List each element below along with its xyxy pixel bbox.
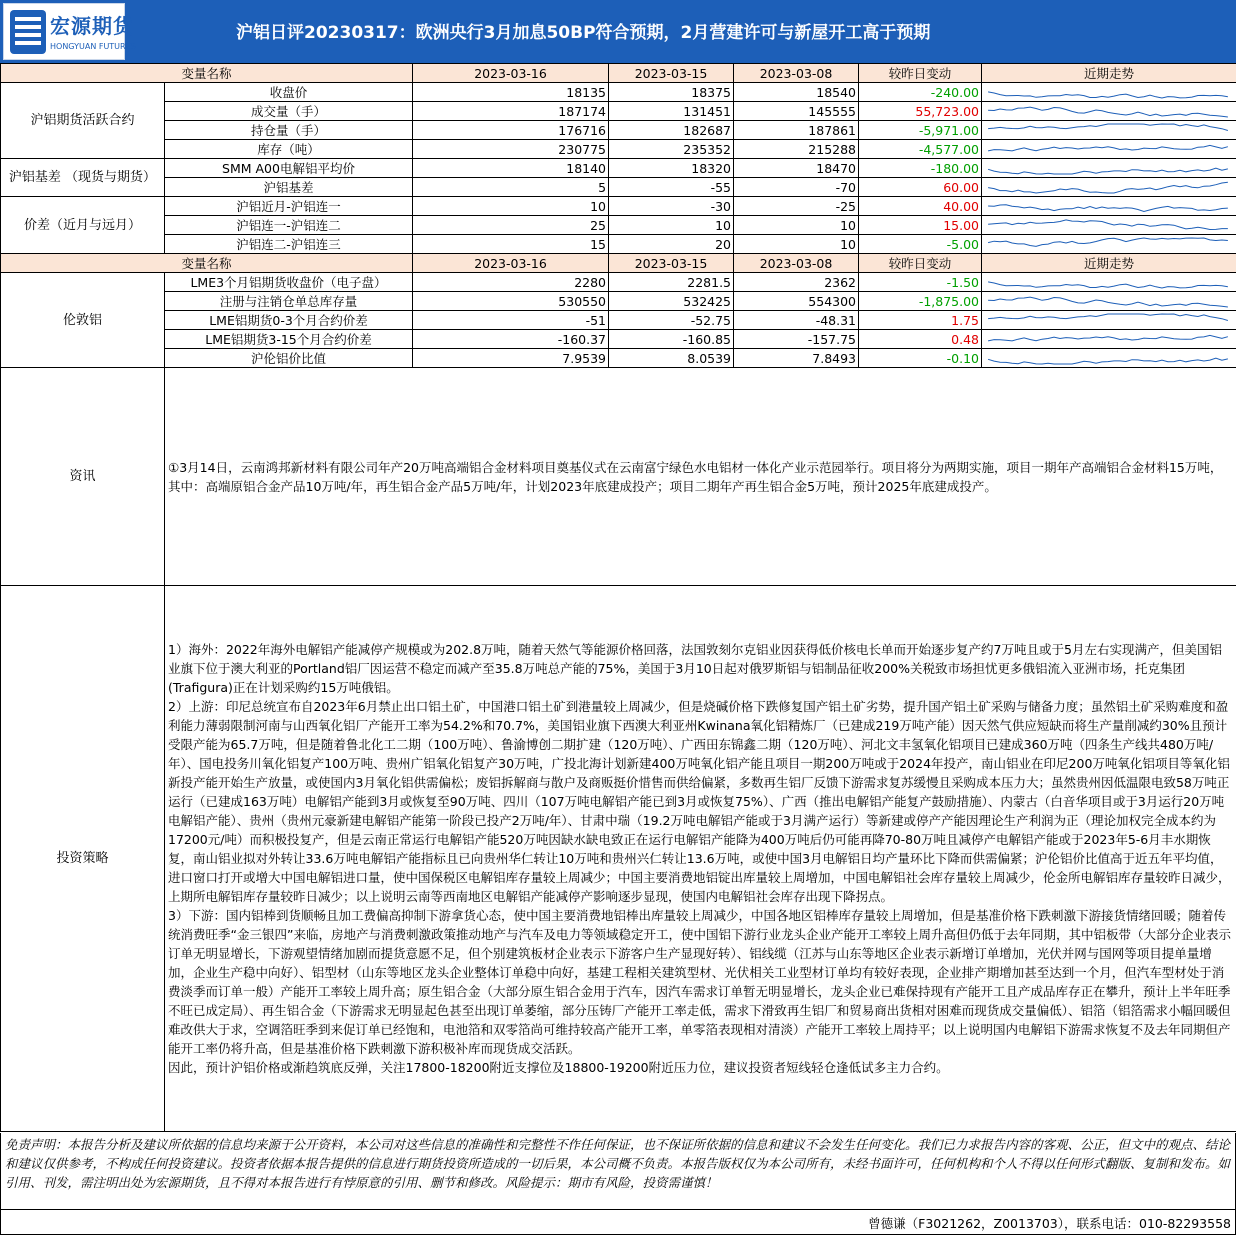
trend-sparkline [982, 140, 1236, 158]
variable-name: 持仓量（手） [165, 121, 413, 140]
header-date-1-2: 2023-03-16 [413, 254, 609, 273]
daily-change: 40.00 [859, 197, 982, 216]
author-contact: 曾德谦（F3021262，Z0013703），联系电话：010-82293558 [0, 1210, 1236, 1235]
daily-change: -4,577.00 [859, 140, 982, 159]
value-date-2: 20 [609, 235, 734, 254]
news-label: 资讯 [1, 368, 165, 586]
value-date-3: 7.8493 [734, 349, 859, 368]
logo-text-en: HONGYUAN FUTURES [50, 42, 136, 51]
table-row [1, 102, 1236, 121]
data-table [0, 63, 1236, 1132]
value-date-1: -160.37 [413, 330, 609, 349]
header-date-2-2: 2023-03-15 [609, 254, 734, 273]
table-row [1, 121, 1236, 140]
group-label-shfe-active: 沪铝期货活跃合约 [1, 83, 165, 159]
report-header [0, 0, 1236, 63]
trend-cell [982, 349, 1236, 368]
trend-cell [982, 197, 1236, 216]
variable-name: 沪铝连二-沪铝连三 [165, 235, 413, 254]
table-row [1, 197, 1236, 216]
trend-sparkline [982, 311, 1236, 329]
header-change-2: 较昨日变动 [859, 254, 982, 273]
daily-change: 60.00 [859, 178, 982, 197]
value-date-3: 10 [734, 235, 859, 254]
header-date-3-2: 2023-03-08 [734, 254, 859, 273]
daily-change: 1.75 [859, 311, 982, 330]
value-date-2: 18375 [609, 83, 734, 102]
variable-name: 沪铝连一-沪铝连二 [165, 216, 413, 235]
value-date-2: 182687 [609, 121, 734, 140]
daily-change: 15.00 [859, 216, 982, 235]
trend-sparkline [982, 330, 1236, 348]
value-date-3: 18470 [734, 159, 859, 178]
strategy-text [165, 586, 1236, 1132]
value-date-1: 176716 [413, 121, 609, 140]
header-date-3: 2023-03-08 [734, 64, 859, 83]
table-row [1, 216, 1236, 235]
value-date-2: 131451 [609, 102, 734, 121]
table-header-row [1, 64, 1236, 83]
news-row [1, 368, 1236, 586]
trend-sparkline [982, 216, 1236, 234]
daily-change: -5,971.00 [859, 121, 982, 140]
table-row [1, 178, 1236, 197]
group-label-spread: 价差（近月与远月） [1, 197, 165, 254]
report-title: 沪铝日评20230317：欧洲央行3月加息50BP符合预期，2月营建许可与新屋开工高于预期 [236, 23, 931, 43]
daily-change: 0.48 [859, 330, 982, 349]
variable-name: 收盘价 [165, 83, 413, 102]
value-date-1: 7.9539 [413, 349, 609, 368]
trend-sparkline [982, 235, 1236, 253]
daily-change: -0.10 [859, 349, 982, 368]
header-trend: 近期走势 [982, 64, 1236, 83]
trend-cell [982, 83, 1236, 102]
value-date-2: 8.0539 [609, 349, 734, 368]
strategy-label: 投资策略 [1, 586, 165, 1132]
value-date-1: 10 [413, 197, 609, 216]
value-date-1: 5 [413, 178, 609, 197]
table-row [1, 159, 1236, 178]
value-date-3: 10 [734, 216, 859, 235]
table-row [1, 292, 1236, 311]
daily-change: 55,723.00 [859, 102, 982, 121]
trend-sparkline [982, 159, 1236, 177]
value-date-2: 235352 [609, 140, 734, 159]
strategy-paragraph-p2: 2）上游：印尼总统宣布自2023年6月禁止出口铝土矿，中国港口铝土矿到港量较上周减少，但是烧碱价格下跌修复国产铝土矿劣势，提升国产铝土矿采购与储备力度；虽然铝土矿采购难度和盈利能力薄弱限制河南与山西氧化铝厂产能开工率为54.2%和70.7%，美国铝业旗下西澳大利亚州Kwinana氧化铝精炼厂（已建成219万吨产能）因天然气供应短缺而将生产量削减约30%且预计受限产能为65.7万吨，但是随着鲁北化工二期（100万吨）、鲁渝博创二期扩建（120万吨）、广西田东锦鑫二期（120万吨）、河北文丰氢氧化铝项目已建成360万吨（四条生产线共480万吨/年）、国电投务川氧化铝复产100万吨、贵州广铝氧化铝复产30万吨，广投北海计划新建400万吨氧化铝产能且项目一期200万吨或于2024年投产，南山铝业在印尼200万吨氧化铝项目等氧化铝新投产能开始生产放量，或使国内3月氧化铝供需偏松；废铝拆解商与散户及商贩挺价惜售而供给偏紧，多数再生铝厂反馈下游需求复苏缓慢且采购成本压力大；虽然贵州因低温限电致58万吨正运行（已建成163万吨）电解铝产能到3月或恢复至90万吨、四川（107万吨电解铝产能已到3月或恢复75%）、广西（推出电解铝产能复产鼓励措施）、内蒙古（白音华项目或于3月运行20万吨电解铝产能）、贵州（贵州元豪新建电解铝产能第一阶段已投产2万吨/年）、甘肃中瑞（19.2万吨电解铝产能或于3月满产运行）等新建或停产产能因理论生产利润为正（理论加权完全成本约为17200元/吨）而积极投复产，但是云南正常运行电解铝产能520万吨因缺水缺电致正在运行电解铝产能降为400万吨后仍可能再降70-80万吨且减停产电解铝产能或于2023年5-6月丰水期恢复，南山铝业拟对外转让33.6万吨电解铝产能指标且已向贵州华仁转让10万吨和贵州兴仁转让13.6万吨，或使中国3月电解铝日均产量环比下降而供需偏紧；沪伦铝价比值高于近五年平均值，进口窗口打开或增大中国电解铝进口量，使中国保税区电解铝库存量较上周减少；中国主要消费地铝锭出库量较上周增加，中国电解铝社会库存量较上周减少，伦金所电解铝库存量较昨日减少，上期所电解铝库存量较昨日减少；以上说明云南等西南地区电解铝产能减停产影响逐步显现，使国内电解铝社会库存出现下降拐点。 [168, 699, 1231, 904]
value-date-1: 2280 [413, 273, 609, 292]
variable-name: 沪伦铝价比值 [165, 349, 413, 368]
daily-change: -1.50 [859, 273, 982, 292]
variable-name: 沪铝基差 [165, 178, 413, 197]
table-header-row-2 [1, 254, 1236, 273]
variable-name: LME3个月铝期货收盘价（电子盘） [165, 273, 413, 292]
strategy-paragraph-p3: 3）下游：国内铝棒到货顺畅且加工费偏高抑制下游拿货心态，使中国主要消费地铝棒出库量较上周减少，中国各地区铝棒库存量较上周增加，但是基准价格下跌刺激下游接货情绪回暖；随着传统消费旺季“金三银四”来临，房地产与消费刺激政策推动地产与汽车及电力等领域稳定开工，使中国铝下游行业龙头企业产能开工率较上周升高但仍低于去年同期，其中铝板带（大部分企业表示订单无明显增长，下游观望情绪加剧而提货意愿不足，但个别建筑板材企业表示下游客户生产显现好转）、铝线缆（江苏与山东等地区企业表示新增订单增加，光伏并网与国网等项目提单量增加，企业生产稳中向好）、铝型材（山东等地区龙头企业整体订单稳中向好，基建工程相关建筑型材、光伏相关工业型材订单均有较好表现，企业排产期增加甚至达到一个月，但汽车型材处于消费淡季而订单一般）产能开工率较上周升高；原生铝合金（大部分原生铝合金用于汽车，因汽车需求订单暂无明显增长，龙头企业已难保持现有产能开工且产成品库存正在攀升，预计上半年旺季不旺已成定局）、再生铝合金（下游需求无明显起色甚至出现订单萎缩，部分压铸厂产能开工率走低，需求下滑致再生铝厂和贸易商出货相对困难而现货成交量偏低）、铝箔（铝箔需求小幅回暖但难改供大于求，空调箔旺季到来促订单已经饱和，电池箔和双零箔尚可维持较高产能开工率，单零箔表现相对清淡）产能开工率较上周持平；以上说明国内电解铝下游需求恢复不及去年同期但产能开工率仍将升高，但是基准价格下跌刺激下游积极补库而现货成交活跃。 [168, 908, 1231, 1056]
header-change: 较昨日变动 [859, 64, 982, 83]
strategy-row [1, 586, 1236, 1132]
value-date-3: 2362 [734, 273, 859, 292]
table-row [1, 140, 1236, 159]
disclaimer: 免责声明：本报告分析及建议所依据的信息均来源于公开资料，本公司对这些信息的准确性和完整性不作任何保证，也不保证所依据的信息和建议不会发生任何变化。我们已力求报告内容的客观、公正，但文中的观点、结论和建议仅供参考，不构成任何投资建议。投资者依据本报告提供的信息进行期货投资所造成的一切后果，本公司概不负责。本报告版权仅为本公司所有，未经书面许可，任何机构和个人不得以任何形式翻版、复制和发布。如引用、刊发，需注明出处为宏源期货，且不得对本报告进行有悖原意的引用、删节和修改。风险提示：期市有风险，投资需谨慎！ [0, 1133, 1236, 1210]
trend-cell [982, 216, 1236, 235]
value-date-3: 18540 [734, 83, 859, 102]
value-date-3: 145555 [734, 102, 859, 121]
value-date-3: 554300 [734, 292, 859, 311]
daily-change: -5.00 [859, 235, 982, 254]
trend-sparkline [982, 197, 1236, 215]
logo-mark-icon [9, 9, 47, 55]
trend-cell [982, 102, 1236, 121]
trend-sparkline [982, 292, 1236, 310]
variable-name: SMM A00电解铝平均价 [165, 159, 413, 178]
trend-cell [982, 330, 1236, 349]
daily-change: -240.00 [859, 83, 982, 102]
table-row [1, 349, 1236, 368]
value-date-1: -51 [413, 311, 609, 330]
trend-sparkline [982, 273, 1236, 291]
value-date-3: -25 [734, 197, 859, 216]
header-trend-2: 近期走势 [982, 254, 1236, 273]
group-label-lme: 伦敦铝 [1, 273, 165, 368]
trend-cell [982, 311, 1236, 330]
table-row [1, 311, 1236, 330]
value-date-3: -70 [734, 178, 859, 197]
value-date-2: -55 [609, 178, 734, 197]
header-date-1: 2023-03-16 [413, 64, 609, 83]
header-date-2: 2023-03-15 [609, 64, 734, 83]
trend-sparkline [982, 121, 1236, 139]
variable-name: 库存（吨） [165, 140, 413, 159]
value-date-2: 532425 [609, 292, 734, 311]
value-date-2: -52.75 [609, 311, 734, 330]
value-date-1: 530550 [413, 292, 609, 311]
value-date-1: 230775 [413, 140, 609, 159]
value-date-2: -160.85 [609, 330, 734, 349]
company-logo [3, 3, 136, 60]
table-row [1, 273, 1236, 292]
value-date-1: 25 [413, 216, 609, 235]
header-var-name-2: 变量名称 [1, 254, 413, 273]
value-date-3: -157.75 [734, 330, 859, 349]
group-label-basis: 沪铝基差 （现货与期货） [1, 159, 165, 197]
value-date-2: 18320 [609, 159, 734, 178]
table-row [1, 83, 1236, 102]
trend-cell [982, 140, 1236, 159]
value-date-2: 10 [609, 216, 734, 235]
variable-name: LME铝期货3-15个月合约价差 [165, 330, 413, 349]
value-date-1: 18140 [413, 159, 609, 178]
logo-text-cn: 宏源期货 [50, 14, 134, 38]
value-date-3: 215288 [734, 140, 859, 159]
variable-name: 成交量（手） [165, 102, 413, 121]
strategy-paragraph-p4: 因此，预计沪铝价格或渐趋筑底反弹，关注17800-18200附近支撑位及18800-19200附近压力位，建议投资者短线轻仓逢低试多主力合约。 [168, 1060, 949, 1075]
trend-cell [982, 235, 1236, 254]
value-date-1: 18135 [413, 83, 609, 102]
value-date-1: 15 [413, 235, 609, 254]
trend-sparkline [982, 178, 1236, 196]
value-date-2: -30 [609, 197, 734, 216]
daily-change: -180.00 [859, 159, 982, 178]
trend-cell [982, 121, 1236, 140]
trend-sparkline [982, 83, 1236, 101]
value-date-3: -48.31 [734, 311, 859, 330]
trend-sparkline [982, 349, 1236, 367]
news-text: ①3月14日，云南鸿邦新材料有限公司年产20万吨高端铝合金材料项目奠基仪式在云南富宁绿色水电铝材一体化产业示范园举行。项目将分为两期实施，项目一期年产高端铝合金材料15万吨，其中：高端原铝合金产品10万吨/年，再生铝合金产品5万吨/年，计划2023年底建成投产；项目二期年产再生铝合金5万吨，预计2025年底建成投产。 [165, 368, 1236, 586]
trend-cell [982, 178, 1236, 197]
trend-cell [982, 159, 1236, 178]
variable-name: 注册与注销仓单总库存量 [165, 292, 413, 311]
value-date-3: 187861 [734, 121, 859, 140]
table-row [1, 235, 1236, 254]
value-date-1: 187174 [413, 102, 609, 121]
strategy-paragraph-p1: 1）海外：2022年海外电解铝产能减停产规模或为202.8万吨，随着天然气等能源价格回落，法国敦刻尔克铝业因获得低价核电长单而开始逐步复产约7万吨且或于5月左右实现满产，但美国铝业旗下位于澳大利亚的Portland铝厂因运营不稳定而减产至35.8万吨总产能的75%，美国于3月10日起对俄罗斯铝与铝制品征收200%关税致市场担忧更多俄铝流入亚洲市场，托克集团(Trafigura)正在计划采购约15万吨俄铝。 [168, 642, 1222, 695]
trend-cell [982, 292, 1236, 311]
trend-cell [982, 273, 1236, 292]
variable-name: 沪铝近月-沪铝连一 [165, 197, 413, 216]
header-var-name: 变量名称 [1, 64, 413, 83]
daily-change: -1,875.00 [859, 292, 982, 311]
trend-sparkline [982, 102, 1236, 120]
variable-name: LME铝期货0-3个月合约价差 [165, 311, 413, 330]
value-date-2: 2281.5 [609, 273, 734, 292]
table-row [1, 330, 1236, 349]
